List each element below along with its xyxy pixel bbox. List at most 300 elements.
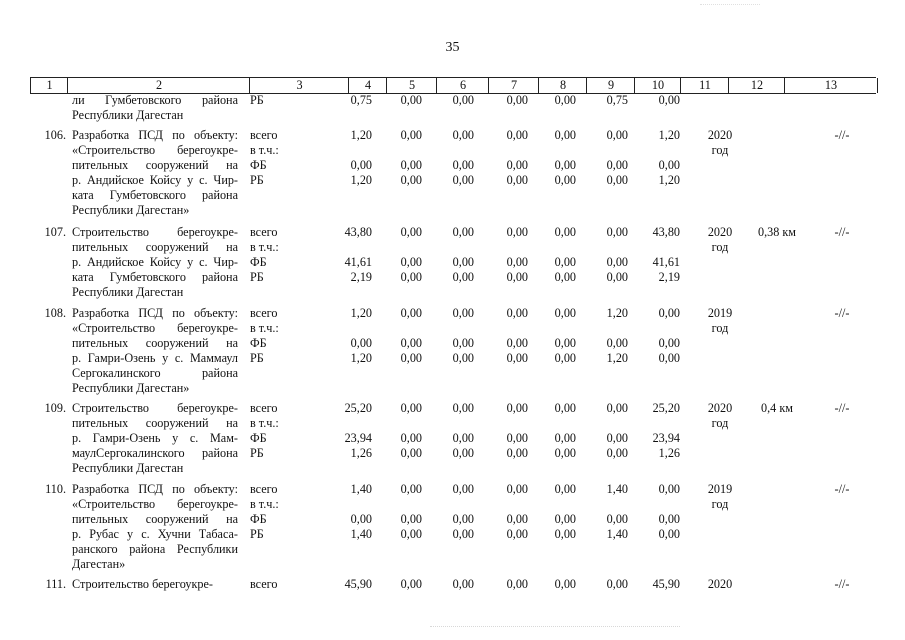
amount-value: 0,00	[506, 527, 528, 541]
header-cell-8: 8	[538, 78, 587, 93]
amount-value: 0,00	[554, 446, 576, 460]
amount-value	[320, 416, 372, 431]
description-line: Республики Дагестан	[72, 108, 184, 122]
amount-value: 0,00	[606, 512, 628, 526]
amount-value: 0,00	[400, 482, 422, 496]
amount-value: 0,00	[606, 270, 628, 284]
amount-value: 0,00	[606, 401, 628, 415]
amount-value: 0,00	[400, 401, 422, 415]
amount-value: 0,00	[554, 431, 576, 445]
year-line: 2019	[707, 306, 733, 320]
amount-value	[584, 416, 628, 431]
amount-value: 1,26	[350, 446, 372, 460]
amount-v9	[584, 128, 628, 188]
amount-value: 0,00	[658, 158, 680, 172]
amount-v9	[584, 401, 628, 461]
description-line: «Строительство берегоукре-	[72, 143, 238, 157]
amount-v8	[536, 93, 576, 108]
amount-value: 0,00	[452, 401, 474, 415]
amount-v6	[430, 401, 474, 461]
funding-source-line: всего	[250, 306, 278, 320]
row-number: 106.	[44, 128, 66, 142]
amount-value: 0,00	[554, 173, 576, 187]
amount-value: 0,00	[452, 351, 474, 365]
table-header	[30, 77, 876, 94]
amount-value	[482, 240, 528, 255]
amount-value: 0,00	[400, 512, 422, 526]
amount-value: 0,00	[506, 512, 528, 526]
amount-value: 0,00	[506, 577, 528, 591]
amount-v4	[320, 225, 372, 285]
funding-source-line: ФБ	[250, 255, 267, 269]
amount-value: 0,00	[400, 255, 422, 269]
amount-v5	[380, 577, 422, 592]
amount-value: 0,00	[554, 482, 576, 496]
funding-source-line: всего	[250, 128, 278, 142]
funding-source-line: ФБ	[250, 431, 267, 445]
header-cell-13: 13	[784, 78, 878, 93]
amount-value: 1,20	[350, 173, 372, 187]
amount-value: 0,00	[554, 270, 576, 284]
year-line: год	[711, 143, 729, 157]
description-line: Республики Дагестан»	[72, 381, 190, 395]
amount-value	[380, 321, 422, 336]
amount-v5	[380, 401, 422, 461]
length-value: 0,38 км	[757, 225, 796, 239]
amount-value: 0,00	[400, 128, 422, 142]
amount-value: 0,00	[554, 577, 576, 591]
amount-v8	[536, 577, 576, 592]
funding-source	[250, 401, 300, 461]
amount-value: 0,00	[400, 336, 422, 350]
description-line: р. Андийское Койсу у с. Чир-	[72, 255, 238, 269]
description-line: р. Гамри-Озень у с. Мам-	[72, 431, 238, 445]
object-description	[72, 401, 238, 476]
header-cell-4: 4	[348, 78, 387, 93]
header-cell-6: 6	[436, 78, 489, 93]
description-line: Строительство берегоукре-	[72, 225, 238, 239]
amount-value	[636, 143, 680, 158]
amount-value: 1,40	[606, 527, 628, 541]
funding-source-line: всего	[250, 577, 278, 591]
amount-value: 2,19	[658, 270, 680, 284]
row-number: 110.	[45, 482, 66, 496]
amount-value	[584, 321, 628, 336]
amount-v6	[430, 306, 474, 366]
funding-source-line: РБ	[250, 351, 264, 365]
note-value: -//-	[834, 225, 850, 239]
description-line: пительных сооружений на	[72, 512, 238, 526]
year-line: 2020	[707, 225, 733, 239]
description-line: Строительство берегоукре-	[72, 401, 238, 415]
amount-v4	[320, 128, 372, 188]
amount-value	[430, 240, 474, 255]
amount-value: 0,00	[350, 512, 372, 526]
amount-value: 0,00	[554, 351, 576, 365]
amount-value: 0,00	[452, 446, 474, 460]
amount-value: 41,61	[652, 255, 680, 269]
amount-value	[380, 240, 422, 255]
amount-value	[430, 497, 474, 512]
description-line: р. Андийское Койсу у с. Чир-	[72, 173, 238, 187]
amount-value: 0,00	[506, 270, 528, 284]
amount-value	[536, 416, 576, 431]
amount-value: 0,00	[400, 93, 422, 107]
object-description	[72, 128, 238, 218]
funding-source-line: в т.ч.:	[250, 321, 279, 335]
description-line: ли Гумбетовского района	[72, 93, 238, 107]
description-line: Республики Дагестан»	[72, 203, 190, 217]
amount-value	[584, 143, 628, 158]
amount-value: 0,00	[452, 431, 474, 445]
header-cell-12: 12	[728, 78, 785, 93]
header-cell-9: 9	[586, 78, 635, 93]
amount-value: 1,20	[658, 128, 680, 142]
amount-value	[482, 416, 528, 431]
funding-source-line: всего	[250, 482, 278, 496]
amount-value: 0,00	[400, 431, 422, 445]
note-value: -//-	[834, 128, 850, 142]
amount-value: 0,00	[658, 306, 680, 320]
amount-value: 0,00	[400, 158, 422, 172]
year-line: год	[711, 240, 729, 254]
funding-source-line: всего	[250, 225, 278, 239]
row-number: 111.	[45, 577, 66, 591]
year-line: год	[711, 321, 729, 335]
amount-v8	[536, 306, 576, 366]
completion-year	[700, 306, 740, 336]
amount-v7	[482, 482, 528, 542]
amount-value: 0,00	[658, 93, 680, 107]
amount-v4	[320, 577, 372, 592]
amount-value	[320, 143, 372, 158]
amount-v6	[430, 482, 474, 542]
amount-v8	[536, 401, 576, 461]
amount-value: 0,00	[554, 255, 576, 269]
row-number: 109.	[44, 401, 66, 415]
description-line: Республики Дагестан	[72, 461, 184, 475]
amount-value	[636, 321, 680, 336]
amount-value: 0,00	[400, 577, 422, 591]
funding-source	[250, 306, 300, 366]
description-line: маулСергокалинского района	[72, 446, 238, 460]
amount-value	[536, 497, 576, 512]
amount-value: 1,40	[606, 482, 628, 496]
scan-noise	[700, 4, 760, 7]
description-line: пительных сооружений на	[72, 336, 238, 350]
amount-value: 0,00	[554, 336, 576, 350]
amount-value	[584, 240, 628, 255]
amount-v5	[380, 482, 422, 542]
amount-value	[380, 143, 422, 158]
amount-value: 0,00	[400, 225, 422, 239]
amount-v10	[636, 128, 680, 188]
amount-value: 0,00	[400, 446, 422, 460]
object-description	[72, 577, 238, 592]
amount-value: 0,00	[506, 306, 528, 320]
row-number: 108.	[44, 306, 66, 320]
amount-value: 45,90	[652, 577, 680, 591]
amount-v7	[482, 577, 528, 592]
amount-value: 0,00	[452, 270, 474, 284]
description-line: пительных сооружений на	[72, 158, 238, 172]
amount-value: 0,00	[554, 306, 576, 320]
scan-noise	[430, 626, 680, 629]
header-cell-1: 1	[30, 78, 68, 93]
amount-v6	[430, 93, 474, 108]
object-description	[72, 225, 238, 300]
amount-value: 0,00	[658, 527, 680, 541]
amount-value: 0,00	[606, 225, 628, 239]
description-line: Сергокалинского района	[72, 366, 238, 380]
amount-value	[380, 416, 422, 431]
description-line: ката Гумбетовского района	[72, 188, 238, 202]
amount-v8	[536, 128, 576, 188]
amount-value: 0,00	[400, 270, 422, 284]
amount-value: 0,75	[350, 93, 372, 107]
amount-value: 0,00	[506, 158, 528, 172]
amount-value	[380, 497, 422, 512]
amount-v10	[636, 577, 680, 592]
description-line: ранского района Республики	[72, 542, 238, 556]
amount-value: 1,20	[606, 306, 628, 320]
amount-value: 1,20	[350, 351, 372, 365]
amount-value: 0,00	[554, 93, 576, 107]
amount-value: 0,75	[606, 93, 628, 107]
funding-source-line: ФБ	[250, 336, 267, 350]
amount-value: 0,00	[452, 225, 474, 239]
amount-value: 1,20	[606, 351, 628, 365]
amount-value: 0,00	[452, 158, 474, 172]
completion-year	[700, 225, 740, 255]
funding-source	[250, 482, 300, 542]
amount-value: 0,00	[452, 255, 474, 269]
amount-v4	[320, 401, 372, 461]
amount-value: 0,00	[554, 158, 576, 172]
amount-v10	[636, 401, 680, 461]
row-number: 107.	[44, 225, 66, 239]
amount-value	[430, 143, 474, 158]
page-number: 35	[445, 40, 460, 55]
amount-v7	[482, 128, 528, 188]
amount-value: 0,00	[554, 128, 576, 142]
funding-source-line: РБ	[250, 93, 264, 107]
description-line: Разработка ПСД по объекту:	[72, 128, 238, 142]
amount-value	[430, 321, 474, 336]
description-line: «Строительство берегоукре-	[72, 497, 238, 511]
year-line: 2020	[707, 401, 733, 415]
note-value: -//-	[834, 577, 850, 591]
note-value: -//-	[834, 401, 850, 415]
funding-source-line: РБ	[250, 173, 264, 187]
funding-source-line: ФБ	[250, 512, 267, 526]
amount-value	[536, 143, 576, 158]
amount-value: 0,00	[606, 431, 628, 445]
amount-value	[536, 321, 576, 336]
amount-value: 0,00	[506, 351, 528, 365]
year-line: год	[711, 416, 729, 430]
description-line: Разработка ПСД по объекту:	[72, 482, 238, 496]
header-cell-3: 3	[249, 78, 349, 93]
amount-value: 0,00	[606, 173, 628, 187]
amount-value: 0,00	[506, 173, 528, 187]
funding-source-line: РБ	[250, 446, 264, 460]
amount-v10	[636, 93, 680, 108]
funding-source-line: ФБ	[250, 158, 267, 172]
amount-value: 0,00	[452, 93, 474, 107]
amount-value: 1,20	[350, 306, 372, 320]
year-line: 2020	[707, 577, 733, 591]
amount-value	[536, 240, 576, 255]
amount-value: 0,00	[400, 306, 422, 320]
amount-value: 0,00	[506, 431, 528, 445]
note-value: -//-	[834, 482, 850, 496]
amount-value: 0,00	[452, 128, 474, 142]
funding-source-line: в т.ч.:	[250, 416, 279, 430]
amount-value: 0,00	[452, 306, 474, 320]
amount-value: 43,80	[344, 225, 372, 239]
amount-value	[482, 497, 528, 512]
amount-value: 1,26	[658, 446, 680, 460]
amount-v10	[636, 482, 680, 542]
amount-value	[482, 143, 528, 158]
completion-year	[700, 128, 740, 158]
amount-v7	[482, 93, 528, 108]
amount-v8	[536, 225, 576, 285]
amount-v9	[584, 482, 628, 542]
amount-value: 0,00	[452, 527, 474, 541]
amount-value: 0,00	[658, 336, 680, 350]
amount-value: 0,00	[554, 527, 576, 541]
funding-source	[250, 577, 300, 592]
object-description	[72, 306, 238, 396]
amount-v9	[584, 306, 628, 366]
header-cell-7: 7	[488, 78, 539, 93]
amount-value	[636, 240, 680, 255]
funding-source-line: в т.ч.:	[250, 143, 279, 157]
amount-value: 0,00	[606, 446, 628, 460]
amount-value: 0,00	[506, 401, 528, 415]
amount-value: 45,90	[344, 577, 372, 591]
year-line: 2019	[707, 482, 733, 496]
description-line: р. Гамри-Озень у с. Маммаул	[72, 351, 238, 365]
amount-value: 0,00	[400, 351, 422, 365]
amount-value	[320, 321, 372, 336]
amount-value: 0,00	[506, 446, 528, 460]
header-cell-2: 2	[67, 78, 250, 93]
completion-year	[700, 577, 740, 592]
funding-source	[250, 128, 300, 188]
amount-value: 1,40	[350, 482, 372, 496]
completion-year	[700, 482, 740, 512]
amount-value: 0,00	[350, 158, 372, 172]
year-line: 2020	[707, 128, 733, 142]
funding-source-line: РБ	[250, 270, 264, 284]
amount-value: 0,00	[554, 225, 576, 239]
amount-value: 0,00	[400, 173, 422, 187]
amount-v6	[430, 577, 474, 592]
amount-v7	[482, 306, 528, 366]
amount-value: 0,00	[506, 93, 528, 107]
amount-value: 0,00	[606, 577, 628, 591]
amount-value	[320, 497, 372, 512]
amount-value: 0,00	[554, 401, 576, 415]
amount-value: 0,00	[506, 128, 528, 142]
amount-value	[482, 321, 528, 336]
note-value: -//-	[834, 306, 850, 320]
amount-v5	[380, 306, 422, 366]
description-line: Дагестан»	[72, 557, 126, 571]
amount-value: 0,00	[452, 336, 474, 350]
amount-value: 1,40	[350, 527, 372, 541]
amount-v9	[584, 93, 628, 108]
amount-value: 41,61	[344, 255, 372, 269]
amount-v9	[584, 225, 628, 285]
funding-source-line: в т.ч.:	[250, 240, 279, 254]
amount-v7	[482, 225, 528, 285]
amount-value: 23,94	[652, 431, 680, 445]
amount-value: 0,00	[400, 527, 422, 541]
amount-value	[636, 497, 680, 512]
amount-v5	[380, 225, 422, 285]
amount-value: 0,00	[452, 512, 474, 526]
completion-year	[700, 401, 740, 431]
amount-v8	[536, 482, 576, 542]
amount-value	[584, 497, 628, 512]
header-cell-5: 5	[386, 78, 437, 93]
year-line: год	[711, 497, 729, 511]
amount-value: 0,00	[658, 482, 680, 496]
funding-source	[250, 225, 300, 285]
amount-value: 0,00	[452, 482, 474, 496]
amount-v6	[430, 225, 474, 285]
amount-value: 0,00	[658, 351, 680, 365]
description-line: пительных сооружений на	[72, 416, 238, 430]
funding-source	[250, 93, 300, 108]
amount-value: 0,00	[606, 255, 628, 269]
amount-v4	[320, 306, 372, 366]
amount-v5	[380, 128, 422, 188]
amount-v6	[430, 128, 474, 188]
amount-value	[320, 240, 372, 255]
amount-value: 25,20	[652, 401, 680, 415]
amount-value: 0,00	[350, 336, 372, 350]
amount-value: 2,19	[350, 270, 372, 284]
amount-v4	[320, 93, 372, 108]
amount-value: 0,00	[452, 577, 474, 591]
amount-value: 0,00	[606, 128, 628, 142]
amount-value	[430, 416, 474, 431]
amount-value: 0,00	[506, 482, 528, 496]
amount-v7	[482, 401, 528, 461]
description-line: ката Гумбетовского района	[72, 270, 238, 284]
amount-value: 1,20	[350, 128, 372, 142]
amount-value: 0,00	[506, 255, 528, 269]
amount-value: 0,00	[606, 336, 628, 350]
amount-v9	[584, 577, 628, 592]
amount-v5	[380, 93, 422, 108]
amount-v4	[320, 482, 372, 542]
description-line: Республики Дагестан	[72, 285, 184, 299]
amount-value: 0,00	[506, 225, 528, 239]
amount-value: 0,00	[606, 158, 628, 172]
funding-source-line: всего	[250, 401, 278, 415]
amount-value: 43,80	[652, 225, 680, 239]
header-cell-11: 11	[680, 78, 729, 93]
amount-value: 25,20	[344, 401, 372, 415]
amount-value	[636, 416, 680, 431]
amount-value: 0,00	[554, 512, 576, 526]
